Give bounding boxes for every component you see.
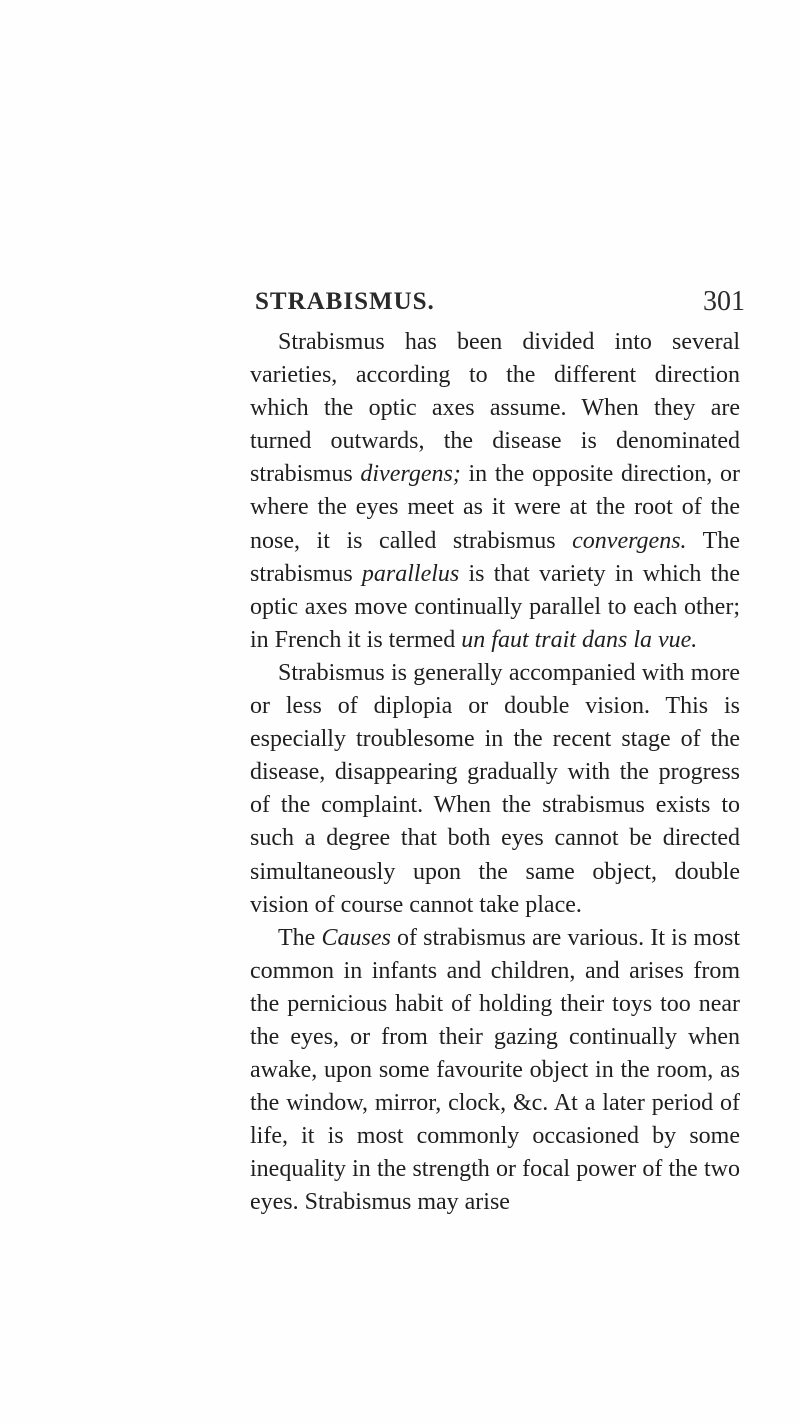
page-header	[255, 288, 745, 328]
body-text	[250, 326, 740, 1220]
paragraph-varieties	[250, 326, 740, 657]
text-segment: Strabismus is generally accompanied with more or less of diplopia or double vision. This is especially troublesome in the recent stage of the disease, disappearing gradually with the progress of the complaint. When the strabismus exists to such a degree that both eyes cannot be directed simultaneously upon the same object, double vision of course cannot take place.	[250, 659, 740, 918]
page-number: 301	[703, 286, 745, 317]
running-head: STRABISMUS.	[255, 288, 435, 315]
term-divergens: divergens;	[360, 461, 461, 488]
term-causes: Causes	[321, 924, 391, 951]
text-segment: Strabismus has been divided into several varieties, according to the different direction which the optic axes assume. When they are turned outwards, the disease is denominated strabismus	[250, 329, 740, 488]
term-parallelus: parallelus	[361, 560, 460, 587]
term-french-phrase: un faut trait dans la vue.	[461, 626, 698, 653]
text-segment: in the opposite direction, or where the eyes meet as it were at the root of the nose, it is called strabismus	[250, 461, 740, 554]
paragraph-causes	[250, 922, 740, 1220]
text-segment: The strabismus	[250, 527, 740, 587]
text-segment: is that variety in which the optic axes move continually parallel to each other; in French it is termed	[250, 560, 740, 653]
text-segment: of strabismus are various. It is most common in infants and children, and arises from the pernicious habit of holding their toys too near the eyes, or from their gazing continually when awake, upon some favourite object in the room, as the window, mirror, clock, &c. At a later period of life, it is most commonly occasioned by some inequality in the strength or focal power of the two eyes. Strabismus may arise	[250, 924, 741, 1216]
text-segment: The	[278, 924, 322, 951]
paragraph-diplopia	[250, 657, 740, 922]
term-convergens: convergens.	[572, 527, 687, 554]
